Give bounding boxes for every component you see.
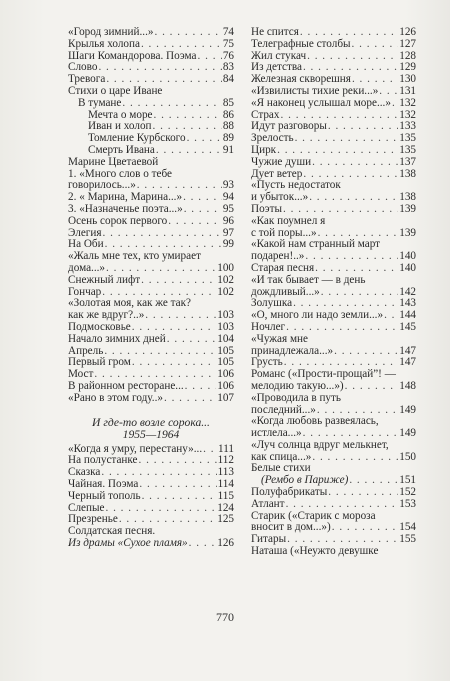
toc-entry-page: 111 (218, 442, 234, 455)
toc-entry-title: Из детства (251, 61, 302, 74)
toc-entry-title: говорилось...» (68, 179, 136, 192)
toc-entry-title: Смерть Ивана (88, 143, 155, 156)
toc-entry-title: Стихи о царе Иване (68, 84, 163, 97)
toc-entry-page: 104 (217, 332, 234, 345)
toc-entry-page: 135 (399, 132, 416, 145)
toc-entry-page: 115 (217, 489, 234, 502)
toc-entry (68, 98, 234, 110)
toc-entry (251, 546, 416, 558)
leader-dots (286, 322, 398, 334)
toc-entry-title: Идут разговоры (251, 120, 327, 133)
toc-entry-page: 139 (399, 202, 416, 215)
leader-dots (139, 479, 216, 491)
leader-dots (103, 228, 222, 240)
toc-entry-title: Элегия (68, 226, 102, 239)
toc-entry-title: «И так бывает — в день (251, 273, 366, 286)
toc-entry-page: 93 (222, 179, 234, 192)
toc-entry-title: В тумане (78, 96, 122, 109)
toc-entry (68, 393, 234, 405)
leader-dots (328, 487, 398, 499)
leader-dots (184, 204, 222, 216)
toc-entry-page: 148 (399, 379, 416, 392)
toc-entry-page: 76 (222, 49, 234, 62)
toc-entry-title: Цирк (251, 143, 277, 156)
toc-entry-title: Грусть (251, 356, 283, 369)
toc-entry-title: Апрель (68, 344, 104, 357)
toc-entry-title: Мост (68, 368, 94, 381)
toc-entry-title: Томление Курбского (88, 132, 186, 145)
section-heading-years: 1955—1964 (122, 428, 180, 442)
toc-list-right (251, 27, 416, 558)
toc-entry (68, 157, 234, 169)
toc-entry-page: 112 (217, 454, 234, 467)
toc-entry-page: 86 (222, 108, 234, 121)
toc-entry-title: Марине Цветаевой (68, 155, 159, 168)
toc-entry-title: Из драмы «Сухое пламя» (68, 537, 188, 550)
toc-entry-title: «Город зимний...» (68, 26, 154, 38)
toc-entry-page: 140 (399, 250, 416, 263)
leader-dots (305, 251, 398, 263)
toc-entry-title: «Рано в этом году..» (68, 391, 163, 404)
toc-entry-title: Атлант (251, 497, 285, 510)
toc-entry-title: Старик («Старик с мороза (251, 509, 376, 522)
toc-entry-page: 138 (399, 191, 416, 204)
leader-dots (168, 216, 222, 228)
leader-dots (156, 145, 222, 157)
leader-dots (154, 27, 221, 39)
toc-entry-title: с той поры...» (251, 226, 317, 239)
leader-dots (345, 381, 399, 393)
toc-entry-page: 153 (399, 497, 416, 510)
toc-entry-title: мелодию такую...») (251, 379, 344, 392)
toc-entry-page: 96 (222, 214, 234, 227)
leader-dots (312, 157, 398, 169)
leader-dots (141, 275, 216, 287)
toc-entry-page: 143 (399, 297, 416, 310)
section-heading-title: И где-то возле сорока... (92, 415, 210, 429)
toc-entry-title: Чайная. Поэма (68, 478, 139, 491)
toc-entry (251, 322, 416, 334)
leader-dots (286, 499, 399, 511)
toc-entry (251, 157, 416, 169)
toc-entry-title: подарен!..» (251, 250, 305, 263)
toc-entry-title: «Как поумнел я (251, 214, 326, 227)
leader-dots (189, 538, 217, 550)
leader-dots (312, 452, 398, 464)
toc-entry-title: «Золотая моя, как же так? (68, 297, 192, 310)
leader-dots (321, 287, 398, 299)
toc-entry-title: Гитары (251, 533, 287, 546)
toc-entry (68, 275, 234, 287)
leader-dots (349, 475, 398, 487)
toc-entry-page: 126 (399, 26, 416, 38)
toc-entry-title: Не спится (251, 26, 299, 38)
toc-entry-page: 105 (217, 356, 234, 369)
toc-entry (251, 499, 416, 511)
toc-entry-page: 95 (222, 202, 234, 215)
toc-entry-title: принадлежала...» (251, 344, 334, 357)
toc-entry-page: 131 (399, 84, 416, 97)
leader-dots (167, 334, 216, 346)
toc-entry-title: Начало зимних дней (68, 332, 166, 345)
toc-entry-page: 151 (399, 474, 416, 487)
toc-entry-title: Крылья холопа (68, 37, 140, 50)
toc-entry-page: 149 (399, 427, 416, 440)
toc-entry-title: Шаги Командорова. Поэма (68, 49, 197, 62)
toc-entry-page: 94 (222, 191, 234, 204)
toc-entry-title: Телеграфные столбы (251, 37, 351, 50)
toc-entry (251, 86, 416, 98)
toc-entry-title: Чужие души (251, 155, 312, 168)
leader-dots (105, 503, 216, 515)
toc-entry-title: как же вдруг?..» (68, 309, 145, 322)
toc-entry (251, 204, 416, 216)
toc-entry-title: Белые стихи (251, 462, 311, 475)
toc-entry (68, 334, 234, 346)
leader-dots (307, 51, 398, 63)
leader-dots (183, 192, 222, 204)
toc-entry-title: как спица...» (251, 450, 312, 463)
toc-entry (68, 169, 234, 193)
toc-entry-page: 149 (399, 403, 416, 416)
toc-entry-page: 137 (399, 155, 416, 168)
toc-entry-page: 155 (399, 533, 416, 546)
toc-entry-title: «Жаль мне тех, кто умирает (68, 250, 201, 263)
toc-entry-page: 139 (399, 226, 416, 239)
toc-entry (68, 251, 234, 275)
toc-entry (251, 263, 416, 275)
toc-entry-page: 100 (217, 261, 234, 274)
leader-dots (334, 346, 398, 358)
toc-entry-title: Подмосковье (68, 320, 131, 333)
toc-entry-title: истлела...» (251, 427, 302, 440)
leader-dots (379, 86, 398, 98)
leader-dots (315, 263, 398, 275)
toc-entry-page: 138 (399, 167, 416, 180)
toc-entry-title: Тревога (68, 73, 106, 86)
toc-entry (68, 39, 234, 51)
toc-entry-title: Железная скворешня (251, 73, 351, 86)
toc-entry-page: 132 (399, 108, 416, 121)
toc-entry-title: «Извилисты тихие реки...» (251, 84, 379, 97)
toc-entry-title: Романс («Прости-прощай”! — (251, 368, 396, 381)
toc-entry-page: 83 (222, 61, 234, 74)
toc-entry-title: Презренье (68, 513, 118, 526)
toc-entry-page: 154 (399, 521, 416, 534)
toc-entry (251, 145, 416, 157)
toc-entry (251, 180, 416, 204)
toc-entry-page: 130 (399, 73, 416, 86)
toc-entry (68, 204, 234, 216)
toc-entry-title: Гончар (68, 285, 102, 298)
toc-entry-title: вносит в дом...») (251, 521, 331, 534)
toc-entry-page: 75 (222, 37, 234, 50)
toc-entry-page: 147 (399, 344, 416, 357)
toc-entry-page: 102 (217, 285, 234, 298)
toc-entry (68, 538, 234, 550)
toc-entry-page: 107 (217, 391, 234, 404)
toc-entry-title: Осень сорок первого (68, 214, 168, 227)
toc-entry (251, 416, 416, 440)
toc-entry-page: 132 (399, 96, 416, 109)
toc-entry-page: 150 (399, 450, 416, 463)
toc-entry-title: В районном ресторане... (68, 379, 184, 392)
toc-entry (68, 491, 234, 503)
toc-entry-title: (Рембо в Париже) (261, 474, 349, 487)
toc-entry-title: Иван и холоп (88, 120, 152, 133)
toc-entry-page: 145 (399, 320, 416, 333)
toc-entry-title: 2. « Марина, Марина...» (68, 191, 183, 204)
toc-entry-title: «Луч солнца вдруг мелькнет, (251, 438, 389, 451)
leader-dots (277, 145, 398, 157)
toc-entry (251, 275, 416, 299)
toc-entry-page: 106 (217, 368, 234, 381)
toc-entry-title: Наташа («Неужто девушке (251, 545, 379, 558)
toc-list-left-bottom (68, 444, 234, 550)
leader-dots (132, 322, 216, 334)
toc-entry (68, 298, 234, 322)
toc-entry (251, 98, 416, 110)
toc-entry-title: 1. «Много слов о тебе (68, 167, 172, 180)
toc-entry-title: Черный тополь (68, 489, 141, 502)
toc-entry (251, 39, 416, 51)
toc-entry-title: «Какой нам странный март (251, 238, 381, 251)
toc-entry (251, 369, 416, 393)
toc-entry-title: дождливый...» (251, 285, 320, 298)
toc-entry-page: 89 (222, 132, 234, 145)
toc-entry-page: 140 (399, 261, 416, 274)
toc-entry (251, 440, 416, 464)
toc-entry-title: На Оби (68, 238, 104, 251)
toc-entry-page: 128 (399, 49, 416, 62)
leader-dots (203, 444, 217, 456)
toc-entry-title: Страх (251, 108, 280, 121)
toc-entry-page: 126 (217, 537, 234, 550)
toc-entry-page: 91 (222, 143, 234, 156)
toc-entry-page: 84 (222, 73, 234, 86)
toc-entry-page: 103 (217, 309, 234, 322)
toc-entry-page: 124 (217, 501, 234, 514)
leader-dots (198, 51, 222, 63)
toc-entry-title: дома...» (68, 261, 106, 274)
toc-column-right (251, 27, 416, 558)
toc-entry-page: 88 (222, 120, 234, 133)
leader-dots (309, 192, 398, 204)
toc-entry-title: Слово (68, 61, 98, 74)
toc-entry-title: Старая песня (251, 261, 315, 274)
toc-entry (251, 511, 416, 535)
toc-entry-title: Дует ветер (251, 167, 303, 180)
toc-entry-page: 142 (399, 285, 416, 298)
toc-entry-title: Золушка (251, 297, 293, 310)
leader-dots (384, 310, 398, 322)
toc-entry-page: 103 (217, 320, 234, 333)
toc-entry-page: 106 (217, 379, 234, 392)
leader-dots (295, 133, 399, 145)
toc-entry-title: «Когда любовь развеялась, (251, 415, 379, 428)
toc-entry-page: 152 (399, 486, 416, 499)
leader-dots (98, 62, 221, 74)
leader-dots (187, 133, 222, 145)
toc-entry-title: Солдатская песня. (68, 525, 156, 538)
toc-entry-title: Первый гром (68, 356, 131, 369)
leader-dots (283, 204, 398, 216)
toc-entry-title: «Чужая мне (251, 332, 308, 345)
toc-entry (68, 322, 234, 334)
toc-entry-title: Поэты (251, 202, 283, 215)
toc-list-left-top (68, 27, 234, 405)
toc-entry-page: 144 (399, 309, 416, 322)
leader-dots (106, 263, 216, 275)
toc-entry-title: «О, много ли надо земли...» (251, 309, 384, 322)
toc-column-left (68, 27, 234, 550)
toc-entry (68, 381, 234, 393)
toc-entry-page: 147 (399, 356, 416, 369)
leader-dots (139, 455, 217, 467)
toc-entry-page: 105 (217, 344, 234, 357)
leader-dots (122, 98, 221, 110)
leader-dots (145, 310, 216, 322)
toc-entry-page: 129 (399, 61, 416, 74)
toc-entry-title: «Я наконец услышал море...» (251, 96, 391, 109)
toc-entry-title: На полустанке (68, 454, 138, 467)
toc-entry (251, 239, 416, 263)
leader-dots (352, 39, 399, 51)
toc-entry-title: 3. «Назначенье поэта...» (68, 202, 183, 215)
toc-entry-page: 97 (222, 226, 234, 239)
toc-entry-title: Полуфабрикаты (251, 486, 328, 499)
toc-entry-page: 85 (222, 96, 234, 109)
section-heading (68, 417, 234, 442)
leader-dots (332, 522, 398, 534)
toc-entry-title: Мечта о море (88, 108, 153, 121)
toc-entry-page: 125 (217, 513, 234, 526)
toc-entry-title: Зрелость (251, 132, 294, 145)
toc-entry-title: «Когда я умру, перестану»... (68, 442, 203, 455)
toc-entry-page: 102 (217, 273, 234, 286)
toc-entry-page: 99 (222, 238, 234, 251)
toc-entry-page: 135 (399, 143, 416, 156)
toc-entry-title: Ночлег (251, 320, 286, 333)
page-number: 770 (216, 610, 234, 624)
leader-dots (132, 357, 216, 369)
toc-entry-title: Сказка (68, 466, 101, 479)
toc-entry-page: 133 (399, 120, 416, 133)
toc-entry-title: Жил стукач (251, 49, 307, 62)
toc-entry (251, 216, 416, 240)
toc-entry-page: 127 (399, 37, 416, 50)
toc-entry-page: 114 (217, 478, 234, 491)
toc-entry-page: 113 (217, 466, 234, 479)
toc-entry-title: «Проводила в путь (251, 391, 342, 404)
toc-entry (251, 334, 416, 358)
leader-dots (185, 381, 217, 393)
leader-dots (142, 491, 217, 503)
toc-entry (68, 86, 234, 98)
leader-dots (392, 98, 398, 110)
toc-entry (251, 393, 416, 417)
leader-dots (328, 121, 398, 133)
toc-entry-title: последний...» (251, 403, 316, 416)
toc-entry-page: 74 (222, 26, 234, 38)
leader-dots (154, 110, 222, 122)
toc-entry (68, 216, 234, 228)
toc-entry-title: и убыток...» (251, 191, 309, 204)
toc-entry (68, 145, 234, 157)
leader-dots (141, 39, 222, 51)
toc-entry-title: «Пусть недостаток (251, 179, 341, 192)
toc-entry-title: Снежный лифт (68, 273, 141, 286)
leader-dots (164, 393, 216, 405)
toc-entry-title: Слепые (68, 501, 105, 514)
